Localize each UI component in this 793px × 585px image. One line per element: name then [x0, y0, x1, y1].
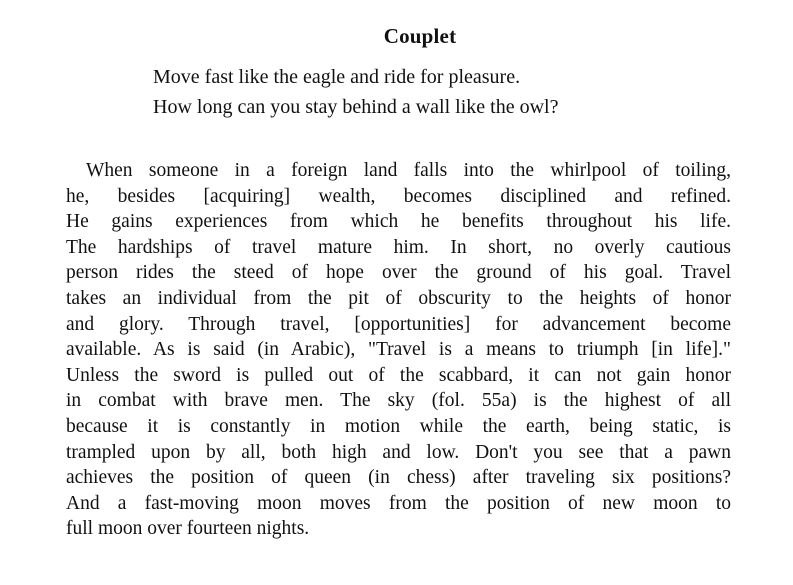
- paragraph-line: trampled upon by all, both high and low. Don't you see that a pawn: [66, 441, 731, 463]
- paragraph-line: Unless the sword is pulled out of the scabbard, it can not gain honor: [66, 364, 731, 386]
- couplet-verse: [153, 62, 558, 122]
- section-heading: Couplet: [383, 24, 457, 48]
- paragraph-line: and glory. Through travel, [opportunities] for advancement become: [66, 313, 731, 335]
- paragraph-line: He gains experiences from which he benefits throughout his life.: [66, 211, 731, 233]
- couplet-line-2: How long can you stay behind a wall like the owl?: [153, 96, 559, 118]
- paragraph-line: full moon over fourteen nights.: [66, 518, 310, 540]
- paragraph-line: in combat with brave men. The sky (fol. 55a) is the highest of all: [66, 390, 731, 412]
- paragraph-line: takes an individual from the pit of obscurity to the heights of honor: [66, 287, 731, 309]
- paragraph-line: because it is constantly in motion while the earth, being static, is: [66, 415, 731, 437]
- paragraph-line: person rides the steed of hope over the ground of his goal. Travel: [66, 262, 731, 284]
- paragraph-line: When someone in a foreign land falls into the whirlpool of toiling,: [86, 160, 731, 181]
- paragraph-line: he, besides [acquiring] wealth, becomes disciplined and refined.: [66, 185, 731, 207]
- paragraph-line: achieves the position of queen (in chess) after traveling six positions?: [66, 467, 731, 489]
- paragraph-line: available. As is said (in Arabic), "Travel is a means to triumph [in life].": [66, 339, 731, 361]
- body-paragraph: [66, 158, 731, 542]
- paragraph-line: And a fast-moving moon moves from the position of new moon to: [66, 492, 731, 514]
- paragraph-line: The hardships of travel mature him. In short, no overly cautious: [66, 236, 731, 258]
- couplet-line-1: Move fast like the eagle and ride for pleasure.: [153, 66, 521, 88]
